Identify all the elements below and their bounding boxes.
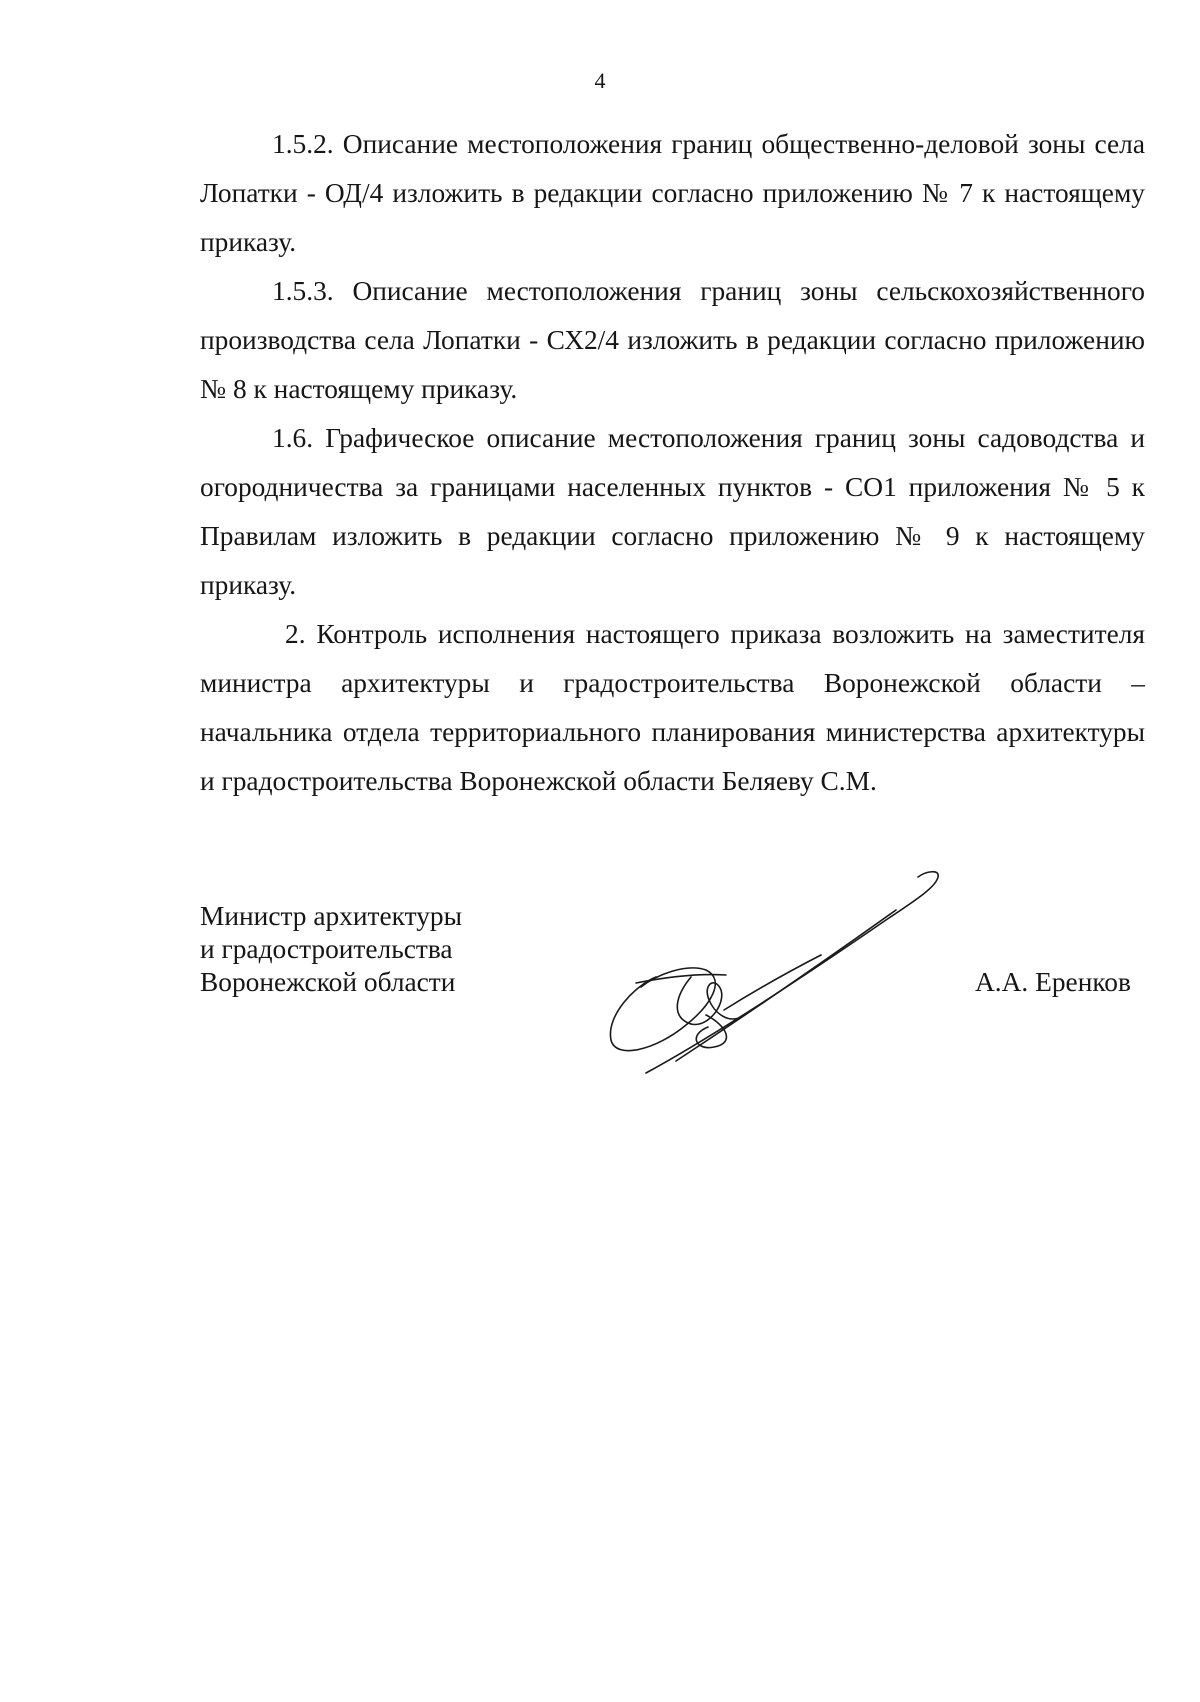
signatory-title: [200, 900, 462, 999]
paragraph-1-6: 1.6. Графическое описание местоположения границ зоны садоводства и огородничества за границами населенных пунктов - СО1 приложения № 5 к Правилам изложить в редакции согласно приложению № 9 к настоящему приказу.: [200, 423, 1145, 600]
page-number: 4: [594, 68, 606, 93]
signatory-title-line-2: и градостроительства: [200, 934, 453, 964]
document-body: [200, 120, 1145, 806]
paragraph-2: 2. Контроль исполнения настоящего приказа возложить на заместителя министра архитектуры и градостроительства Воронежской области – начальника отдела территориального планирования министерства архитектуры и градостроительства Воронежской области Беляеву С.М.: [200, 619, 1145, 796]
paragraph-1-5-2: 1.5.2. Описание местоположения границ общественно-деловой зоны села Лопатки - ОД/4 изложить в редакции согласно приложению № 7 к настоящему приказу.: [200, 129, 1145, 257]
handwritten-signature: [596, 865, 976, 1075]
signatory-title-line-1: Министр архитектуры: [200, 901, 463, 931]
paragraph-1-5-3: 1.5.3. Описание местоположения границ зоны сельскохозяйственного производства села Лопатки - СХ2/4 изложить в редакции согласно приложению № 8 к настоящему приказу.: [200, 276, 1145, 404]
signer-name: А.А. Еренков: [975, 967, 1131, 997]
signatory-title-line-3: Воронежской области: [200, 967, 456, 997]
